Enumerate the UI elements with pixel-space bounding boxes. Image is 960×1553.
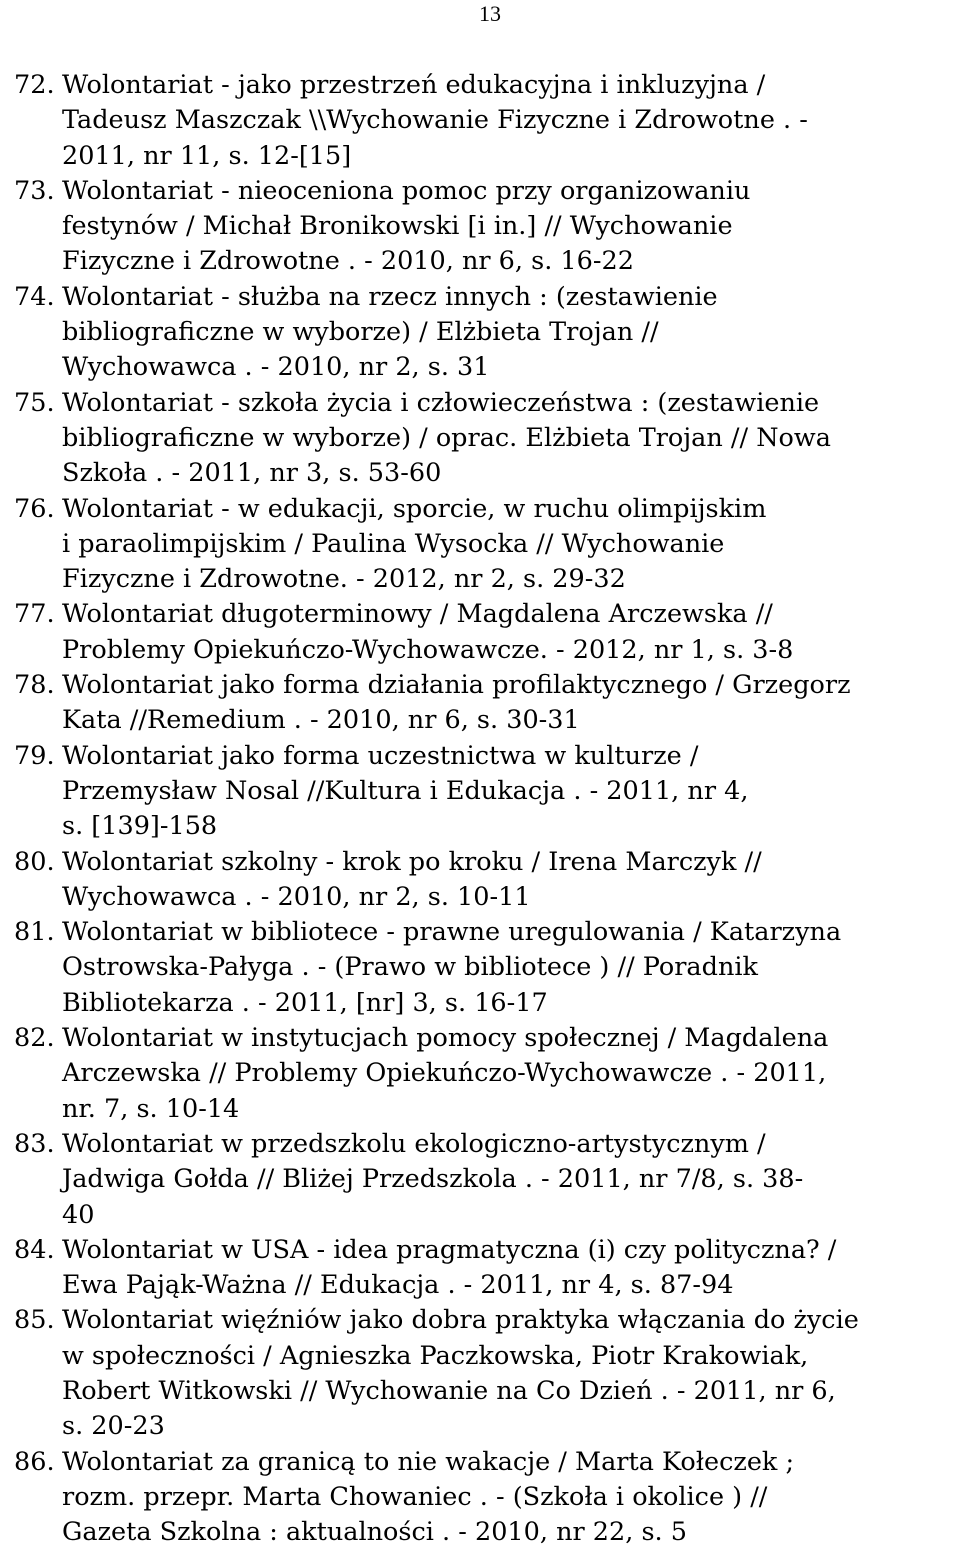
- citation-line: Arczewska // Problemy Opiekuńczo-Wychowawcze . - 2011,: [62, 1058, 827, 1089]
- entry-number: 75.: [14, 387, 55, 418]
- citation-line: Wolontariat w bibliotece - prawne uregulowania / Katarzyna: [62, 917, 842, 948]
- entry-citation: [62, 174, 958, 280]
- citation-line: Wychowawca . - 2010, nr 2, s. 31: [62, 352, 490, 383]
- entry-citation: [62, 1445, 958, 1551]
- entry-citation: [62, 1127, 958, 1233]
- entry-number: 78.: [14, 670, 55, 701]
- bibliography-entry: [14, 174, 958, 280]
- citation-line: Wychowawca . - 2010, nr 2, s. 10-11: [62, 881, 531, 912]
- citation-line: Wolontariat w USA - idea pragmatyczna (i) czy polityczna? /: [62, 1234, 837, 1265]
- citation-line: s. 20-23: [62, 1411, 165, 1442]
- citation-line: Wolontariat za granicą to nie wakacje / Marta Kołeczek ;: [62, 1446, 795, 1477]
- entry-number: 76.: [14, 493, 55, 524]
- entry-number: 73.: [14, 175, 55, 206]
- citation-line: Ewa Pająk-Ważna // Edukacja . - 2011, nr 4, s. 87-94: [62, 1270, 734, 1301]
- citation-line: Wolontariat - w edukacji, sporcie, w ruchu olimpijskim: [62, 493, 767, 524]
- citation-line: Gazeta Szkolna : aktualności . - 2010, nr 22, s. 5: [62, 1517, 687, 1548]
- entry-number: 83.: [14, 1128, 55, 1159]
- entry-number: 86.: [14, 1446, 55, 1477]
- citation-line: Wolontariat jako forma uczestnictwa w kulturze /: [62, 740, 699, 771]
- bibliography-entry: [14, 386, 958, 492]
- page-number: 13: [479, 1, 501, 26]
- citation-line: i paraolimpijskim / Paulina Wysocka // Wychowanie: [62, 528, 725, 559]
- citation-line: Jadwiga Gołda // Bliżej Przedszkola . - 2011, nr 7/8, s. 38-: [62, 1164, 804, 1195]
- entry-citation: [62, 1233, 958, 1304]
- citation-line: Wolontariat - służba na rzecz innych : (zestawienie: [62, 281, 718, 312]
- entry-number: 74.: [14, 281, 55, 312]
- citation-line: festynów / Michał Bronikowski [i in.] // Wychowanie: [62, 211, 733, 242]
- citation-line: Wolontariat - jako przestrzeń edukacyjna i inkluzyjna /: [62, 70, 766, 100]
- bibliography-entry: [14, 915, 958, 1021]
- citation-line: 2011, nr 11, s. 12-[15]: [62, 140, 352, 171]
- entry-citation: [62, 68, 958, 174]
- entry-citation: [62, 386, 958, 492]
- bibliography-entry: [14, 845, 958, 916]
- entry-number: 81.: [14, 917, 55, 948]
- citation-line: Kata //Remedium . - 2010, nr 6, s. 30-31: [62, 705, 580, 736]
- entry-citation: [62, 280, 958, 386]
- citation-line: Wolontariat - szkoła życia i człowieczeństwa : (zestawienie: [62, 387, 820, 418]
- entry-number: 85.: [14, 1305, 55, 1336]
- bibliography-entry: [14, 597, 958, 668]
- bibliography-entry: [14, 1233, 958, 1304]
- entry-citation: [62, 1303, 958, 1444]
- entry-citation: [62, 597, 958, 668]
- entry-number: 80.: [14, 846, 55, 877]
- entry-number: 84.: [14, 1234, 55, 1265]
- bibliography-entry: [14, 1127, 958, 1233]
- citation-line: bibliograficzne w wyborze) / Elżbieta Trojan //: [62, 317, 659, 348]
- bibliography-entry: [14, 1303, 958, 1444]
- citation-line: Wolontariat - nieoceniona pomoc przy organizowaniu: [62, 175, 751, 206]
- bibliography-list: [14, 68, 958, 1550]
- entry-number: 82.: [14, 1023, 55, 1054]
- bibliography-entry: [14, 492, 958, 598]
- citation-line: bibliograficzne w wyborze) / oprac. Elżbieta Trojan // Nowa: [62, 422, 831, 453]
- bibliography-entry: [14, 1445, 958, 1551]
- entry-citation: [62, 492, 958, 598]
- citation-line: Wolontariat w instytucjach pomocy społecznej / Magdalena: [62, 1023, 829, 1054]
- bibliography-entry: [14, 1021, 958, 1127]
- citation-line: rozm. przepr. Marta Chowaniec . - (Szkoła i okolice ) //: [62, 1481, 768, 1512]
- citation-line: Bibliotekarza . - 2011, [nr] 3, s. 16-17: [62, 987, 548, 1018]
- citation-line: 40: [62, 1199, 95, 1230]
- citation-line: s. [139]-158: [62, 811, 218, 842]
- bibliography-entry: [14, 68, 958, 174]
- entry-number: 79.: [14, 740, 55, 771]
- citation-line: Wolontariat szkolny - krok po kroku / Irena Marczyk //: [62, 846, 762, 877]
- bibliography-entry: [14, 280, 958, 386]
- citation-line: Fizyczne i Zdrowotne. - 2012, nr 2, s. 29-32: [62, 564, 626, 595]
- citation-line: Szkoła . - 2011, nr 3, s. 53-60: [62, 458, 442, 489]
- citation-line: w społeczności / Agnieszka Paczkowska, Piotr Krakowiak,: [62, 1340, 809, 1371]
- citation-line: Wolontariat więźniów jako dobra praktyka włączania do życie: [62, 1305, 859, 1336]
- citation-line: Wolontariat długoterminowy / Magdalena Arczewska //: [62, 599, 773, 630]
- bibliography-entry: [14, 739, 958, 845]
- citation-line: Problemy Opiekuńczo-Wychowawcze. - 2012, nr 1, s. 3-8: [62, 634, 794, 665]
- entry-citation: [62, 915, 958, 1021]
- citation-line: nr. 7, s. 10-14: [62, 1093, 240, 1124]
- citation-line: Wolontariat jako forma działania profilaktycznego / Grzegorz: [62, 670, 851, 701]
- bibliography-entry: [14, 668, 958, 739]
- citation-line: Robert Witkowski // Wychowanie na Co Dzień . - 2011, nr 6,: [62, 1375, 836, 1406]
- citation-line: Przemysław Nosal //Kultura i Edukacja . - 2011, nr 4,: [62, 775, 749, 806]
- citation-line: Tadeusz Maszczak \\Wychowanie Fizyczne i Zdrowotne . -: [62, 105, 808, 136]
- entry-number: 72.: [14, 70, 55, 100]
- citation-line: Ostrowska-Pałyga . - (Prawo w bibliotece ) // Poradnik: [62, 952, 758, 983]
- citation-line: Wolontariat w przedszkolu ekologiczno-artystycznym /: [62, 1128, 766, 1159]
- citation-line: Fizyczne i Zdrowotne . - 2010, nr 6, s. 16-22: [62, 246, 634, 277]
- entry-citation: [62, 845, 958, 916]
- entry-number: 77.: [14, 599, 55, 630]
- entry-citation: [62, 668, 958, 739]
- entry-citation: [62, 1021, 958, 1127]
- entry-citation: [62, 739, 958, 845]
